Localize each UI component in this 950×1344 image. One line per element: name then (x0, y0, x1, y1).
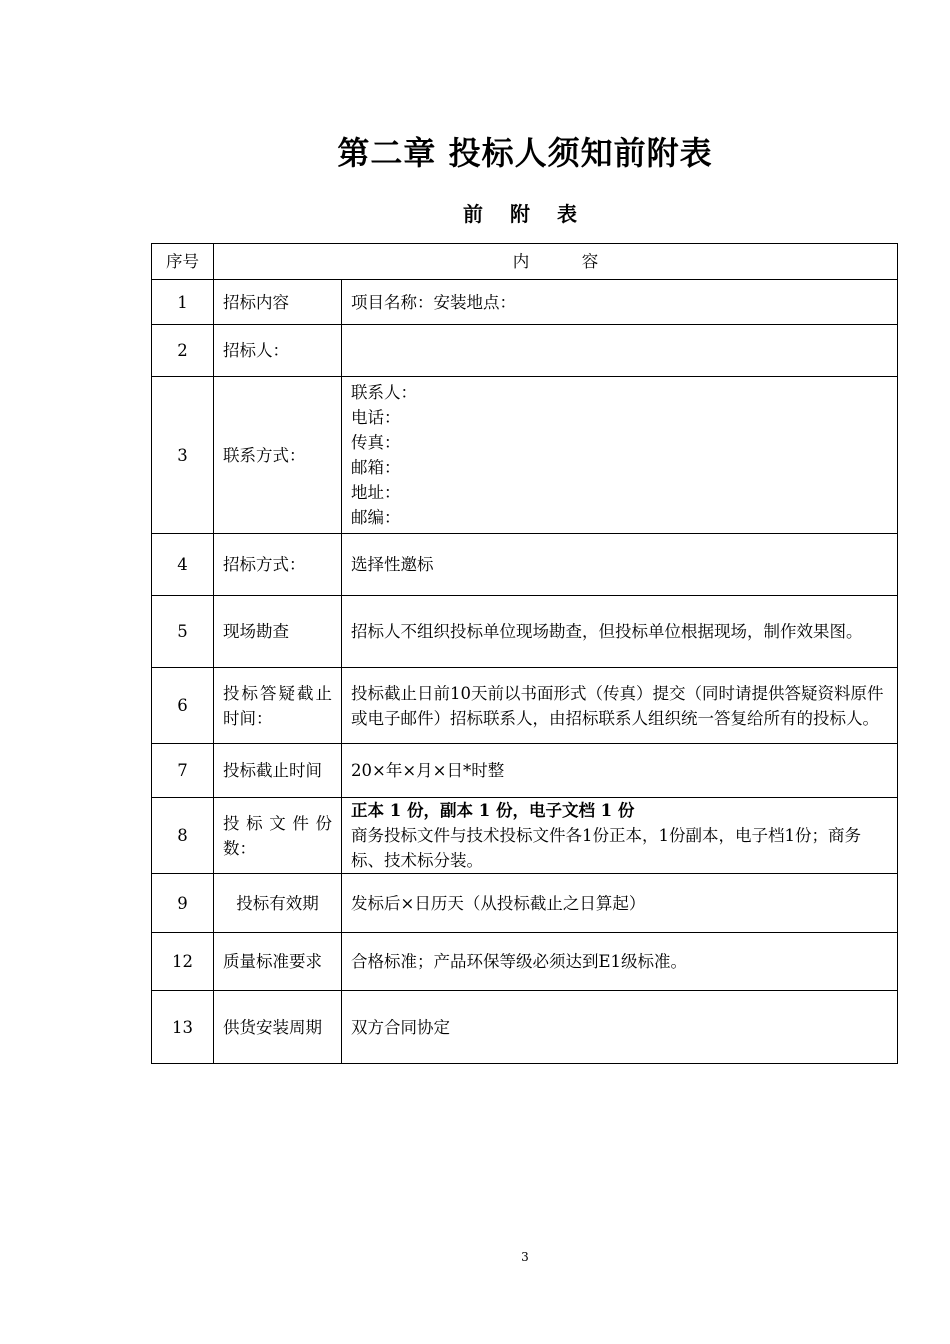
row-no: 13 (152, 991, 214, 1064)
row-content: 项目名称：安装地点： (342, 280, 898, 325)
header-no: 序号 (152, 244, 214, 280)
table-row (152, 668, 898, 744)
page-title: 第二章 投标人须知前附表 (337, 134, 713, 172)
row-content: 正本 1 份，副本 1 份，电子文档 1 份 商务投标文件与技术投标文件各1份正本，1份副本，电子档1份；商务标、技术标分装。 (342, 798, 898, 874)
table-header-row (152, 244, 898, 280)
table-row (152, 280, 898, 325)
row-no: 9 (152, 874, 214, 933)
table-row (152, 325, 898, 377)
copies-summary: 正本 1 份，副本 1 份，电子文档 1 份 (351, 801, 635, 820)
row-item: 投标答疑截止时间： (214, 668, 342, 744)
row-item: 投标截止时间 (214, 744, 342, 798)
row-item: 联系方式： (214, 377, 342, 534)
row-item: 投标有效期 (214, 874, 342, 933)
row-no: 6 (152, 668, 214, 744)
row-no: 5 (152, 596, 214, 668)
row-content (342, 325, 898, 377)
page-number: 3 (521, 1250, 529, 1264)
header-content: 内 容 (214, 244, 898, 280)
row-no: 3 (152, 377, 214, 534)
row-content: 合格标准；产品环保等级必须达到E1级标准。 (342, 933, 898, 991)
table-subtitle: 前 附 表 (463, 202, 587, 226)
row-content: 发标后×日历天（从投标截止之日算起） (342, 874, 898, 933)
row-item: 招标内容 (214, 280, 342, 325)
row-content: 投标截止日前10天前以书面形式（传真）提交（同时请提供答疑资料原件或电子邮件）招标联系人，由招标联系人组织统一答复给所有的投标人。 (342, 668, 898, 744)
row-no: 4 (152, 534, 214, 596)
table-row (152, 991, 898, 1064)
row-content: 双方合同协定 (342, 991, 898, 1064)
table-row (152, 534, 898, 596)
row-no: 1 (152, 280, 214, 325)
table-row (152, 596, 898, 668)
row-content: 20×年×月×日*时整 (342, 744, 898, 798)
row-no: 2 (152, 325, 214, 377)
row-no: 7 (152, 744, 214, 798)
table-row (152, 744, 898, 798)
row-item: 现场勘查 (214, 596, 342, 668)
row-item: 招标方式： (214, 534, 342, 596)
row-no: 8 (152, 798, 214, 874)
table-row (152, 874, 898, 933)
row-item: 招标人： (214, 325, 342, 377)
row-content: 招标人不组织投标单位现场勘查，但投标单位根据现场，制作效果图。 (342, 596, 898, 668)
row-content: 选择性邀标 (342, 534, 898, 596)
row-item: 投标文件份数： (214, 798, 342, 874)
table-row (152, 377, 898, 534)
row-item: 质量标准要求 (214, 933, 342, 991)
front-attached-table (151, 243, 898, 1064)
row-item: 供货安装周期 (214, 991, 342, 1064)
row-content: 联系人： 电话： 传真： 邮箱： 地址： 邮编： (342, 377, 898, 534)
table-row (152, 933, 898, 991)
table-row (152, 798, 898, 874)
row-no: 12 (152, 933, 214, 991)
